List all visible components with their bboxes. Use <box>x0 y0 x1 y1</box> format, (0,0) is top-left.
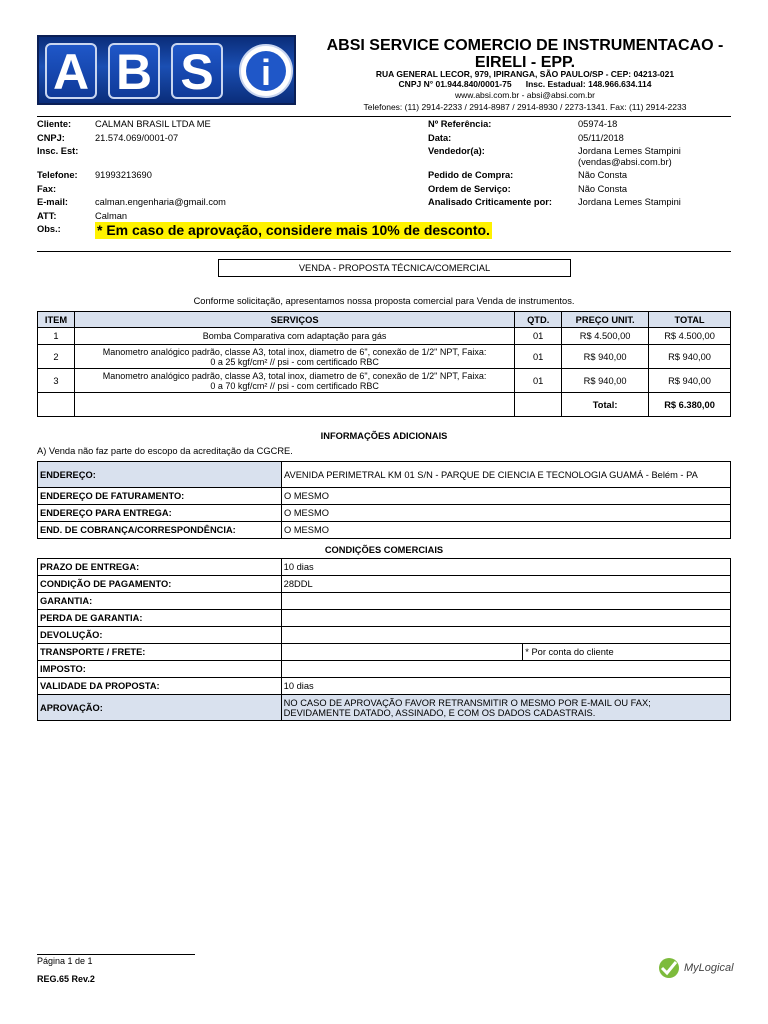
info-divider <box>37 251 731 252</box>
item-number: 2 <box>38 345 75 369</box>
item-qtd: 01 <box>515 345 562 369</box>
aprovacao-value <box>281 695 730 721</box>
prazo-label: PRAZO DE ENTREGA: <box>38 559 282 576</box>
table-row <box>38 644 731 661</box>
intro-text: Conforme solicitação, apresentamos nossa proposta comercial para Venda de instrumentos. <box>193 296 575 306</box>
total-row <box>38 393 731 417</box>
telefone-label: Telefone: <box>37 170 78 180</box>
transporte-note: * Por conta do cliente <box>523 644 731 661</box>
data-label: Data: <box>428 133 452 143</box>
item-total: R$ 940,00 <box>649 369 731 393</box>
items-header-row <box>38 312 731 328</box>
header-servicos: SERVIÇOS <box>74 312 514 328</box>
cnpj-label: CNPJ: <box>37 133 65 143</box>
item-service <box>74 345 514 369</box>
mylogical-brand: MyLogical <box>684 962 734 974</box>
garantia-value <box>281 593 730 610</box>
imposto-value <box>281 661 730 678</box>
pagamento-label: CONDIÇÃO DE PAGAMENTO: <box>38 576 282 593</box>
page-number: Página 1 de 1 <box>37 956 93 966</box>
ordem-label: Ordem de Serviço: <box>428 184 511 194</box>
perda-garantia-label: PERDA DE GARANTIA: <box>38 610 282 627</box>
company-address: RUA GENERAL LECOR, 979, IPIRANGA, SÃO PAULO/SP - CEP: 04213-021 <box>375 69 675 79</box>
header-preco-unit: PREÇO UNIT. <box>562 312 649 328</box>
header-item: ITEM <box>38 312 75 328</box>
fax-label: Fax: <box>37 184 57 194</box>
table-row <box>38 661 731 678</box>
item-service-line: 0 a 25 kgf/cm² // psi - com certificado RBC <box>210 356 379 367</box>
table-row <box>38 576 731 593</box>
header-divider <box>37 116 731 117</box>
item-unit-price: R$ 4.500,00 <box>562 328 649 345</box>
devolucao-label: DEVOLUÇÃO: <box>38 627 282 644</box>
item-service-line: Manometro analógico padrão, classe A3, total inox, diametro de 6", conexão de 1/2" NPT, Faixa: <box>102 346 487 357</box>
additional-info-title: INFORMAÇÕES ADICIONAIS <box>320 431 448 441</box>
company-ids: CNPJ N° 01.944.840/0001-75 Insc. Estadual: 148.966.634.114 <box>398 79 652 89</box>
att-label: ATT: <box>37 211 57 221</box>
company-phones: Telefones: (11) 2914-2233 / 2914-8987 / 2914-8930 / 2273-1341. Fax: (11) 2914-2233 <box>363 102 687 112</box>
table-row <box>38 593 731 610</box>
logo-letter-s: S <box>171 43 223 99</box>
email-label: E-mail: <box>37 197 68 207</box>
registry-code: REG.65 Rev.2 <box>37 974 95 984</box>
item-number: 3 <box>38 369 75 393</box>
item-qtd: 01 <box>515 369 562 393</box>
table-row <box>38 488 731 505</box>
item-service <box>74 369 514 393</box>
validade-label: VALIDADE DA PROPOSTA: <box>38 678 282 695</box>
endereco-value: AVENIDA PERIMETRAL KM 01 S/N - PARQUE DE CIENCIA E TECNOLOGIA GUAMÁ - Belém - PA <box>282 462 731 488</box>
ordem-value: Não Consta <box>578 184 628 194</box>
aprovacao-line: DEVIDAMENTE DATADO, ASSINADO, E COM OS DADOS CADASTRAIS. <box>283 707 596 718</box>
header-total: TOTAL <box>649 312 731 328</box>
cnpj-value: 21.574.069/0001-07 <box>95 133 179 143</box>
endereco-entrega-label: ENDEREÇO PARA ENTREGA: <box>38 505 282 522</box>
table-row <box>38 695 731 721</box>
endereco-label: ENDEREÇO: <box>38 462 282 488</box>
analisado-label: Analisado Criticamente por: <box>428 197 552 207</box>
validade-value: 10 dias <box>281 678 730 695</box>
pagamento-value: 28DDL <box>281 576 730 593</box>
logo-i-glyph: i <box>260 52 272 93</box>
endereco-cobranca-label: END. DE COBRANÇA/CORRESPONDÊNCIA: <box>38 522 282 539</box>
accreditation-note: A) Venda não faz parte do escopo da acreditação da CGCRE. <box>37 446 293 456</box>
table-row <box>38 610 731 627</box>
table-row <box>38 678 731 695</box>
table-row <box>38 505 731 522</box>
prazo-value: 10 dias <box>281 559 730 576</box>
item-service-line: 0 a 70 kgf/cm² // psi - com certificado RBC <box>210 380 379 391</box>
pedido-label: Pedido de Compra: <box>428 170 514 180</box>
address-table <box>37 461 731 539</box>
referencia-label: Nº Referência: <box>428 119 492 129</box>
endereco-cobranca-value: O MESMO <box>282 522 731 539</box>
referencia-value: 05974-18 <box>578 119 618 129</box>
aprovacao-line: NO CASO DE APROVAÇÃO FAVOR RETRANSMITIR O MESMO POR E-MAIL OU FAX; <box>283 697 651 708</box>
endereco-faturamento-label: ENDEREÇO DE FATURAMENTO: <box>38 488 282 505</box>
item-unit-price: R$ 940,00 <box>562 345 649 369</box>
company-name: ABSI SERVICE COMERCIO DE INSTRUMENTACAO - EIRELI - EPP. <box>326 37 724 71</box>
cliente-label: Cliente: <box>37 119 72 129</box>
company-web: www.absi.com.br - absi@absi.com.br <box>455 90 595 100</box>
garantia-label: GARANTIA: <box>38 593 282 610</box>
table-row <box>38 328 731 345</box>
item-service-line: Bomba Comparativa com adaptação para gás <box>202 331 387 341</box>
pedido-value: Não Consta <box>578 170 628 180</box>
item-unit-price: R$ 940,00 <box>562 369 649 393</box>
cliente-value: CALMAN BRASIL LTDA ME <box>95 119 211 129</box>
absi-logo <box>37 35 296 105</box>
email-value: calman.engenharia@gmail.com <box>95 197 226 207</box>
item-qtd: 01 <box>515 328 562 345</box>
perda-garantia-value <box>281 610 730 627</box>
table-row <box>38 345 731 369</box>
total-value: R$ 6.380,00 <box>649 393 731 417</box>
aprovacao-label: APROVAÇÃO: <box>38 695 282 721</box>
item-service-line: Manometro analógico padrão, classe A3, total inox, diametro de 6", conexão de 1/2" NPT, Faixa: <box>102 370 487 381</box>
table-row <box>38 559 731 576</box>
item-total: R$ 940,00 <box>649 345 731 369</box>
endereco-faturamento-value: O MESMO <box>282 488 731 505</box>
table-row <box>38 522 731 539</box>
transporte-value <box>281 644 523 661</box>
table-row <box>38 369 731 393</box>
logo-letter-a: A <box>45 43 97 99</box>
commercial-title: CONDIÇÕES COMERCIAIS <box>324 545 444 555</box>
discount-note: * Em caso de aprovação, considere mais 10% de desconto. <box>97 222 490 238</box>
data-value: 05/11/2018 <box>578 133 624 143</box>
devolucao-value <box>281 627 730 644</box>
header-qtd: QTD. <box>515 312 562 328</box>
item-number: 1 <box>38 328 75 345</box>
items-table <box>37 311 731 417</box>
item-service <box>74 328 514 345</box>
item-total: R$ 4.500,00 <box>649 328 731 345</box>
analisado-value: Jordana Lemes Stampini <box>578 197 681 207</box>
imposto-label: IMPOSTO: <box>38 661 282 678</box>
total-label: Total: <box>562 393 649 417</box>
footer-divider <box>37 954 195 955</box>
vendedor-label: Vendedor(a): <box>428 146 485 156</box>
att-value: Calman <box>95 211 128 221</box>
logo-i-icon <box>239 41 293 101</box>
vendedor-value: Jordana Lemes Stampini <box>578 146 681 156</box>
table-row <box>38 627 731 644</box>
table-row <box>38 462 731 488</box>
endereco-entrega-value: O MESMO <box>282 505 731 522</box>
vendedor-email: (vendas@absi.com.br) <box>578 157 672 167</box>
obs-label: Obs.: <box>37 224 61 234</box>
telefone-value: 91993213690 <box>95 170 152 180</box>
transporte-label: TRANSPORTE / FRETE: <box>38 644 282 661</box>
document-title: VENDA - PROPOSTA TÉCNICA/COMERCIAL <box>218 259 571 277</box>
logo-letter-b: B <box>108 43 160 99</box>
commercial-table <box>37 558 731 721</box>
insc-label: Insc. Est: <box>37 146 79 156</box>
